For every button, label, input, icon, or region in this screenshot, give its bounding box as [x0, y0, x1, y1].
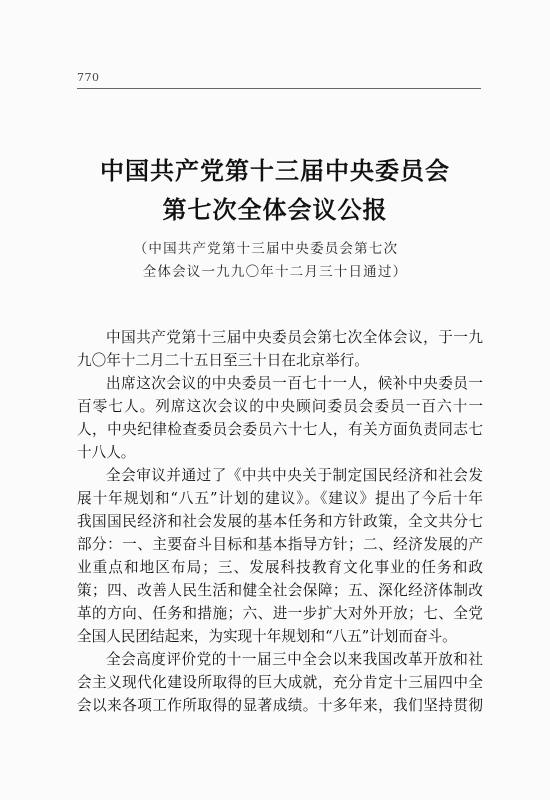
body-line: 部分：一、主要奋斗目标和基本指导方针；二、经济发展的产	[77, 536, 483, 553]
body-text	[77, 326, 483, 717]
body-line: 策；四、改善人民生活和健全社会保障；五、深化经济体制改	[77, 582, 483, 599]
body-line: 业重点和地区布局；三、发展科技教育文化事业的任务和政	[77, 559, 483, 576]
body-line: 十八人。	[77, 444, 136, 461]
body-line: 百零七人。列席这次会议的中央顾问委员会委员一百六十一	[77, 398, 483, 415]
body-line: 中国共产党第十三届中央委员会第七次全体会议，于一九	[106, 329, 483, 346]
body-line: 全会高度评价党的十一届三中全会以来我国改革开放和社	[106, 651, 483, 668]
body-line: 出席这次会议的中央委员一百七十一人，候补中央委员一	[106, 375, 483, 392]
title-line-1: 中国共产党第十三届中央委员会	[100, 157, 450, 185]
title-line-2: 第七次全体会议公报	[162, 196, 388, 224]
body-line: 革的方向、任务和措施；六、进一步扩大对外开放；七、全党	[77, 605, 483, 622]
adoption-note-line-1: （中国共产党第十三届中央委员会第七次	[133, 241, 399, 257]
body-line: 全会审议并通过了《中共中央关于制定国民经济和社会发	[106, 467, 483, 484]
header-rule	[77, 88, 481, 89]
body-line: 我国国民经济和社会发展的基本任务和方针政策，全文共分七	[77, 513, 483, 530]
body-line: 展十年规划和“八五”计划的建议》。《建议》提出了今后十年	[77, 490, 483, 507]
body-line: 全国人民团结起来，为实现十年规划和“八五”计划而奋斗。	[77, 628, 457, 645]
body-line: 会主义现代化建设所取得的巨大成就，充分肯定十三届四中全	[77, 674, 483, 691]
body-line: 会以来各项工作所取得的显著成绩。十多年来，我们坚持贯彻	[77, 697, 483, 714]
page-number: 770	[77, 71, 100, 84]
adoption-note-line-2: 全体会议一九九〇年十二月三十日通过）	[142, 264, 408, 280]
body-line: 人，中央纪律检查委员会委员六十七人，有关方面负责同志七	[77, 421, 483, 438]
body-line: 九〇年十二月二十五日至三十日在北京举行。	[77, 352, 369, 369]
